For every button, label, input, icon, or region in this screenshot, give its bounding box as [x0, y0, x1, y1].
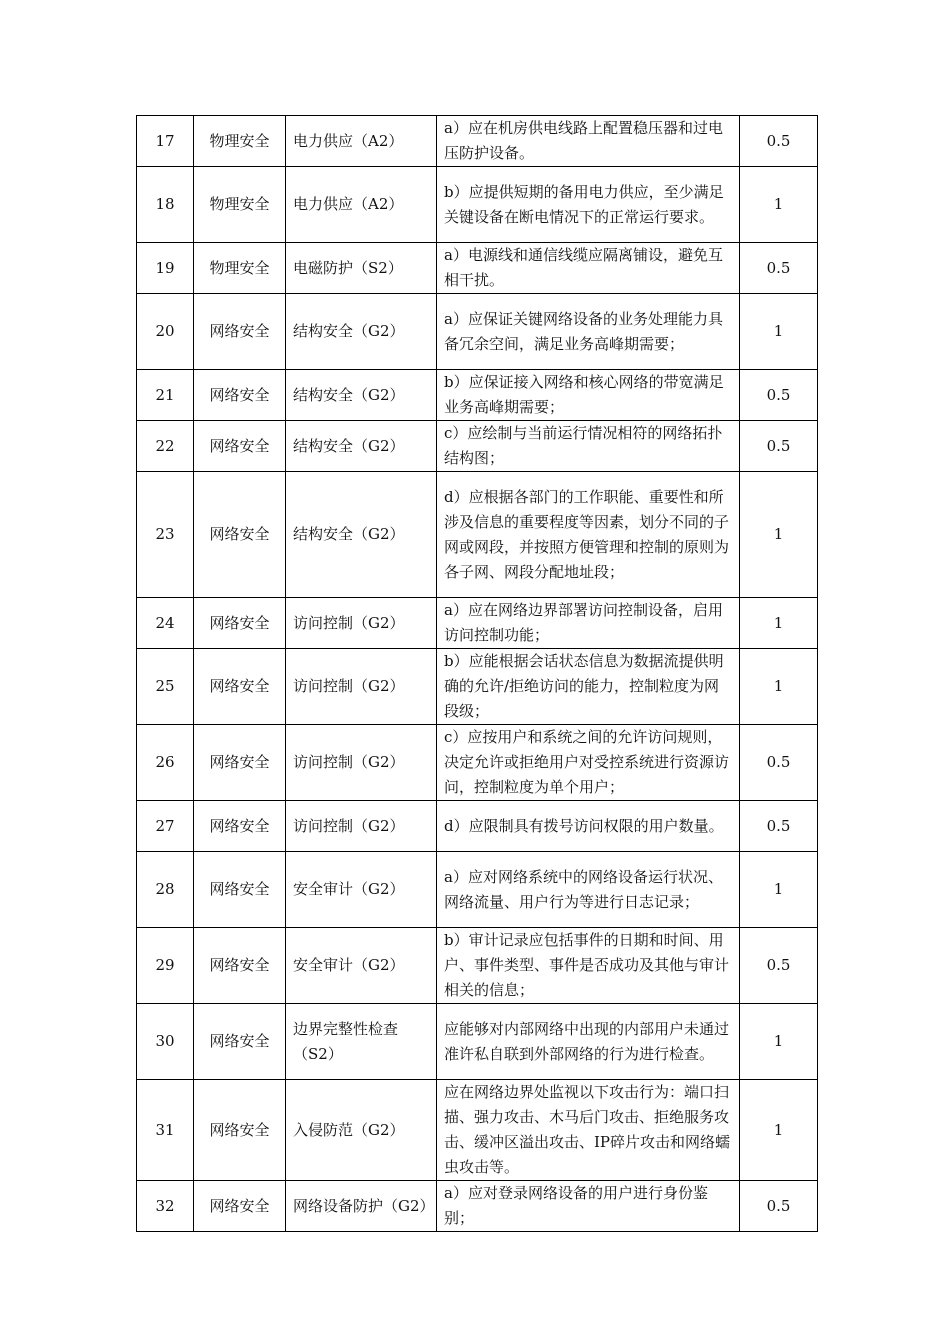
requirement-cell: a）应在机房供电线路上配置稳压器和过电压防护设备。 [437, 116, 740, 167]
table-row [137, 725, 818, 801]
table-row [137, 167, 818, 243]
score-cell: 0.5 [740, 725, 818, 801]
table-row [137, 1181, 818, 1232]
requirement-cell: b）审计记录应包括事件的日期和时间、用户、事件类型、事件是否成功及其他与审计相关的信息； [437, 928, 740, 1004]
requirement-cell: b）应保证接入网络和核心网络的带宽满足业务高峰期需要； [437, 370, 740, 421]
requirement-cell: b）应能根据会话状态信息为数据流提供明确的允许/拒绝访问的能力，控制粒度为网段级； [437, 649, 740, 725]
category-cell: 网络安全 [194, 472, 286, 598]
category-cell: 网络安全 [194, 1004, 286, 1080]
table-row [137, 852, 818, 928]
requirement-cell: a）应对网络系统中的网络设备运行状况、网络流量、用户行为等进行日志记录； [437, 852, 740, 928]
control-item-cell: 电力供应（A2） [286, 167, 437, 243]
control-item-cell: 结构安全（G2） [286, 472, 437, 598]
table-row [137, 598, 818, 649]
requirement-cell: a）应在网络边界部署访问控制设备，启用访问控制功能； [437, 598, 740, 649]
table-row [137, 294, 818, 370]
category-cell: 网络安全 [194, 421, 286, 472]
score-cell: 1 [740, 167, 818, 243]
score-cell: 1 [740, 294, 818, 370]
category-cell: 网络安全 [194, 598, 286, 649]
score-cell: 0.5 [740, 116, 818, 167]
category-cell: 网络安全 [194, 649, 286, 725]
score-cell: 1 [740, 1004, 818, 1080]
table-row [137, 1080, 818, 1181]
score-cell: 1 [740, 598, 818, 649]
score-cell: 1 [740, 649, 818, 725]
category-cell: 网络安全 [194, 1080, 286, 1181]
row-number-cell: 19 [137, 243, 194, 294]
table-row [137, 421, 818, 472]
score-cell: 0.5 [740, 243, 818, 294]
requirement-cell: a）应对登录网络设备的用户进行身份鉴别； [437, 1181, 740, 1232]
control-item-cell: 电磁防护（S2） [286, 243, 437, 294]
table-row [137, 472, 818, 598]
control-item-cell: 访问控制（G2） [286, 725, 437, 801]
category-cell: 网络安全 [194, 294, 286, 370]
category-cell: 网络安全 [194, 725, 286, 801]
requirement-cell: d）应根据各部门的工作职能、重要性和所涉及信息的重要程度等因素，划分不同的子网或网段，并按照方便管理和控制的原则为各子网、网段分配地址段； [437, 472, 740, 598]
row-number-cell: 28 [137, 852, 194, 928]
score-cell: 0.5 [740, 370, 818, 421]
score-cell: 0.5 [740, 421, 818, 472]
requirements-table-body [137, 116, 818, 1232]
score-cell: 1 [740, 1080, 818, 1181]
control-item-cell: 结构安全（G2） [286, 294, 437, 370]
control-item-cell: 边界完整性检查（S2） [286, 1004, 437, 1080]
requirements-table [136, 115, 818, 1232]
row-number-cell: 17 [137, 116, 194, 167]
control-item-cell: 访问控制（G2） [286, 801, 437, 852]
requirement-cell: 应能够对内部网络中出现的内部用户未通过准许私自联到外部网络的行为进行检查。 [437, 1004, 740, 1080]
category-cell: 网络安全 [194, 1181, 286, 1232]
control-item-cell: 电力供应（A2） [286, 116, 437, 167]
requirement-cell: c）应按用户和系统之间的允许访问规则，决定允许或拒绝用户对受控系统进行资源访问，控制粒度为单个用户； [437, 725, 740, 801]
category-cell: 网络安全 [194, 370, 286, 421]
category-cell: 物理安全 [194, 243, 286, 294]
control-item-cell: 访问控制（G2） [286, 649, 437, 725]
row-number-cell: 20 [137, 294, 194, 370]
requirement-cell: a）电源线和通信线缆应隔离铺设，避免互相干扰。 [437, 243, 740, 294]
row-number-cell: 27 [137, 801, 194, 852]
score-cell: 0.5 [740, 801, 818, 852]
requirement-cell: 应在网络边界处监视以下攻击行为：端口扫描、强力攻击、木马后门攻击、拒绝服务攻击、缓冲区溢出攻击、IP碎片攻击和网络蠕虫攻击等。 [437, 1080, 740, 1181]
row-number-cell: 21 [137, 370, 194, 421]
table-row [137, 649, 818, 725]
row-number-cell: 32 [137, 1181, 194, 1232]
control-item-cell: 入侵防范（G2） [286, 1080, 437, 1181]
control-item-cell: 结构安全（G2） [286, 421, 437, 472]
requirement-cell: b）应提供短期的备用电力供应，至少满足关键设备在断电情况下的正常运行要求。 [437, 167, 740, 243]
row-number-cell: 25 [137, 649, 194, 725]
score-cell: 1 [740, 852, 818, 928]
control-item-cell: 安全审计（G2） [286, 928, 437, 1004]
score-cell: 0.5 [740, 928, 818, 1004]
category-cell: 物理安全 [194, 116, 286, 167]
score-cell: 1 [740, 472, 818, 598]
control-item-cell: 网络设备防护（G2） [286, 1181, 437, 1232]
category-cell: 网络安全 [194, 928, 286, 1004]
category-cell: 网络安全 [194, 801, 286, 852]
table-row [137, 243, 818, 294]
row-number-cell: 26 [137, 725, 194, 801]
row-number-cell: 24 [137, 598, 194, 649]
score-cell: 0.5 [740, 1181, 818, 1232]
table-row [137, 801, 818, 852]
row-number-cell: 31 [137, 1080, 194, 1181]
table-row [137, 370, 818, 421]
table-row [137, 1004, 818, 1080]
control-item-cell: 结构安全（G2） [286, 370, 437, 421]
row-number-cell: 30 [137, 1004, 194, 1080]
row-number-cell: 18 [137, 167, 194, 243]
table-row [137, 928, 818, 1004]
control-item-cell: 安全审计（G2） [286, 852, 437, 928]
row-number-cell: 29 [137, 928, 194, 1004]
table-row [137, 116, 818, 167]
category-cell: 物理安全 [194, 167, 286, 243]
category-cell: 网络安全 [194, 852, 286, 928]
row-number-cell: 22 [137, 421, 194, 472]
requirement-cell: a）应保证关键网络设备的业务处理能力具备冗余空间，满足业务高峰期需要； [437, 294, 740, 370]
requirement-cell: c）应绘制与当前运行情况相符的网络拓扑结构图； [437, 421, 740, 472]
control-item-cell: 访问控制（G2） [286, 598, 437, 649]
requirement-cell: d）应限制具有拨号访问权限的用户数量。 [437, 801, 740, 852]
row-number-cell: 23 [137, 472, 194, 598]
